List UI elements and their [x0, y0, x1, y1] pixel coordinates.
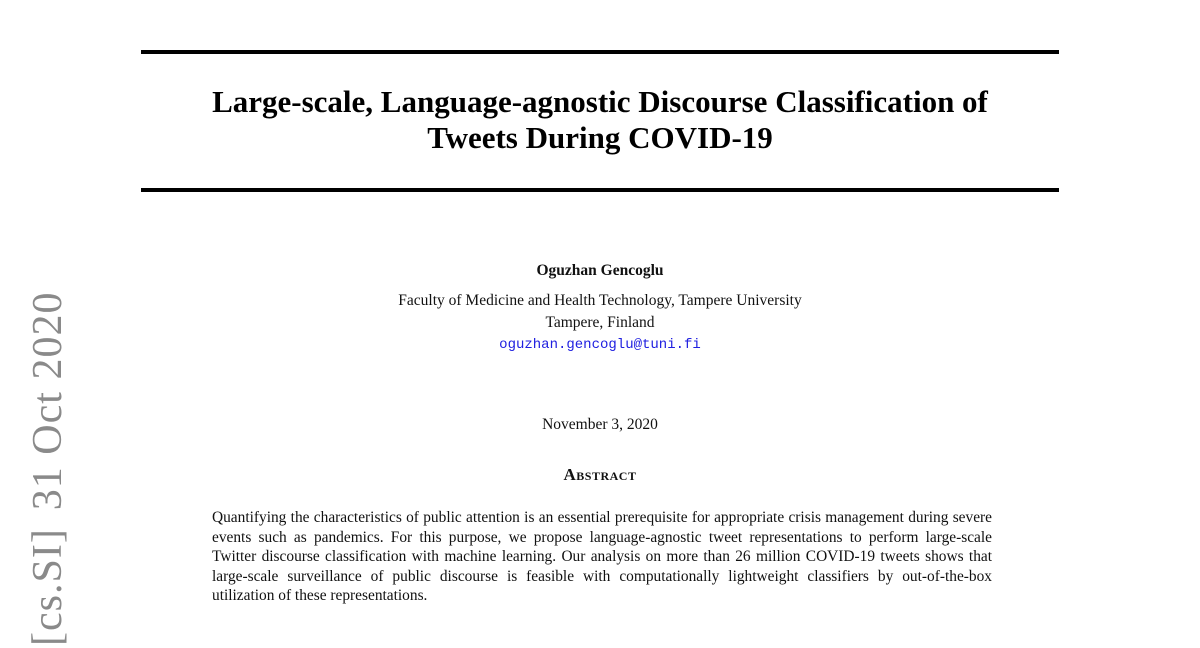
author-block — [141, 260, 1059, 356]
author-email-link[interactable]: oguzhan.gencoglu@tuni.fi — [499, 337, 701, 353]
paper-title — [141, 84, 1059, 156]
top-rule — [141, 50, 1059, 54]
arxiv-date: 31 Oct 2020 — [25, 291, 71, 511]
title-line-1: Large-scale, Language-agnostic Discourse Classification of — [212, 84, 988, 119]
abstract-heading: Abstract — [563, 465, 637, 484]
author-name: Oguzhan Gencoglu — [536, 262, 664, 279]
title-line-2: Tweets During COVID-19 — [427, 120, 773, 155]
arxiv-category: [cs.SI] — [25, 528, 71, 646]
affiliation-line-2: Tampere, Finland — [545, 314, 655, 331]
paper-date: November 3, 2020 — [542, 416, 658, 433]
arxiv-stamp — [25, 292, 71, 646]
affiliation-line-1: Faculty of Medicine and Health Technology, Tampere University — [398, 292, 802, 309]
bottom-rule — [141, 188, 1059, 192]
abstract-text: Quantifying the characteristics of public attention is an essential prerequisite for appropriate crisis management during severe events such as pandemics. For this purpose, we propose language-agnostic tweet representations to perform large-scale Twitter discourse classification with machine learning. Our analysis on more than 26 million COVID-19 tweets shows that large-scale surveillance of public discourse is feasible with computationally lightweight classifiers by out-of-the-box utilization of these representations. — [212, 509, 992, 604]
